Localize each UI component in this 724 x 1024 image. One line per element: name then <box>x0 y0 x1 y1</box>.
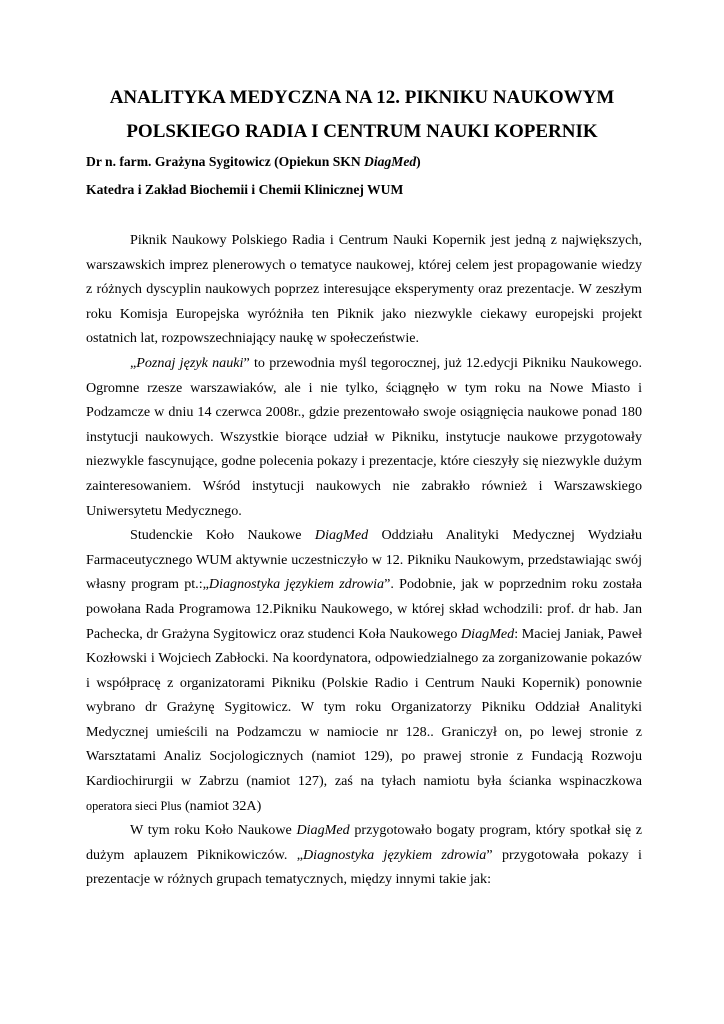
paragraph-2 <box>86 351 642 523</box>
p3-text-2: Oddziału Analityki Medycznej Wydziału Farmaceutycznego WUM aktywnie uczestniczyło w 12. Pikniku Naukowym, przedstawiając swój własny program pt.:„ <box>86 527 642 593</box>
p4-text-1: W tym roku Koło Naukowe <box>130 822 297 839</box>
p3-text-3: ”. Podobnie, jak w poprzednim roku została powołana Rada Programowa 12.Pikniku Naukowego, w której skład wchodzili: prof. dr hab. Jan Pachecka, dr Grażyna Sygitowicz oraz studenci Koła Naukowego <box>86 576 642 642</box>
author-name: Dr n. farm. Grażyna Sygitowicz (Opiekun SKN <box>86 154 365 169</box>
author-suffix: ) <box>416 154 421 169</box>
p4-club: DiagMed <box>296 822 350 839</box>
p4-text-2: przygotowało bogaty program, który spotkał się z dużym aplauzem Piknikowiczów. „ <box>86 822 642 863</box>
p3-text-1: Studenckie Koło Naukowe <box>130 527 315 544</box>
p4-text-3: ” przygotowała pokazy i prezentacje w różnych grupach tematycznych, między innymi takie jak: <box>86 846 642 888</box>
p3-operator: operatora sieci Plus <box>86 798 182 813</box>
paragraph-1: Piknik Naukowy Polskiego Radia i Centrum Nauki Kopernik jest jedną z największych, warszawskich imprez plenerowych o tematyce naukowej, której celem jest propagowanie wiedzy z różnych dyscyplin naukowych poprzez interesujące eksperymenty oraz prezentacje. W zeszłym roku Komisja Europejska wyróżniła ten Piknik jako niezwykle ciekawy europejski projekt ostatnich lat, rozpowszechniający naukę w społeczeństwie. <box>86 232 642 347</box>
p3-program-title: Diagnostyka językiem zdrowia <box>208 576 385 593</box>
title-line-1: ANALITYKA MEDYCZNA NA 12. PIKNIKU NAUKOWYM <box>109 87 615 108</box>
paragraph-4 <box>86 818 642 892</box>
motto: Poznaj język nauki <box>136 354 244 371</box>
article-body <box>86 228 642 892</box>
p3-club-2: DiagMed <box>461 625 515 642</box>
p3-text-4: : Maciej Janiak, Paweł Kozłowski i Wojciech Zabłocki. Na koordynatora, odpowiedzialnego za zorganizowanie pokazów i współpracę z organizatorami Pikniku (Polskie Radio i Centrum Nauki Kopernik) ponownie wybrano dr Grażynę Sygitowicz. W tym roku Organizatorzy Pikniku Oddział Analityki Medycznej umieścili na Podzamczu w namiocie nr 128.. Graniczył on, po lewej stronie z Warsztatami Analiz Socjologicznych (namiot 129), po prawej stronie z Fundacją Rozwoju Kardiochirurgii w Zabrzu (namiot 127), zaś na tyłach namiotu była ścianka wspinaczkowa <box>86 625 642 790</box>
quote-open: „ <box>130 354 137 371</box>
paragraph-2-text: ” to przewodnia myśl tegorocznej, już 12.edycji Pikniku Naukowego. Ogromne rzesze warszawiaków, ale i nie tylko, ściągnęło w tym roku na Nowe Miasto i Podzamcze w dniu 14 czerwca 2008r., gdzie prezentowało swoje osiągnięcia naukowe ponad 180 instytucji naukowych. Wszystkie biorące udział w Pikniku, instytucje naukowe przygotowały niezwykle fascynujące, godne polecenia pokazy i prezentacje, które cieszyły się niezwykle dużym zainteresowaniem. Wśród instytucji naukowych nie zabrakło również i Warszawskiego Uniwersytetu Medycznego. <box>86 354 642 519</box>
p4-program-title: Diagnostyka językiem zdrowia <box>302 846 487 863</box>
paragraph-3 <box>86 523 642 818</box>
author-line <box>86 155 666 169</box>
affiliation-line: Katedra i Zakład Biochemii i Chemii Klinicznej WUM <box>86 182 404 197</box>
club-name: DiagMed <box>364 154 417 169</box>
p3-club-1: DiagMed <box>314 527 369 544</box>
title-line-2: POLSKIEGO RADIA I CENTRUM NAUKI KOPERNIK <box>126 121 598 142</box>
p3-text-5: (namiot 32A) <box>181 797 262 814</box>
